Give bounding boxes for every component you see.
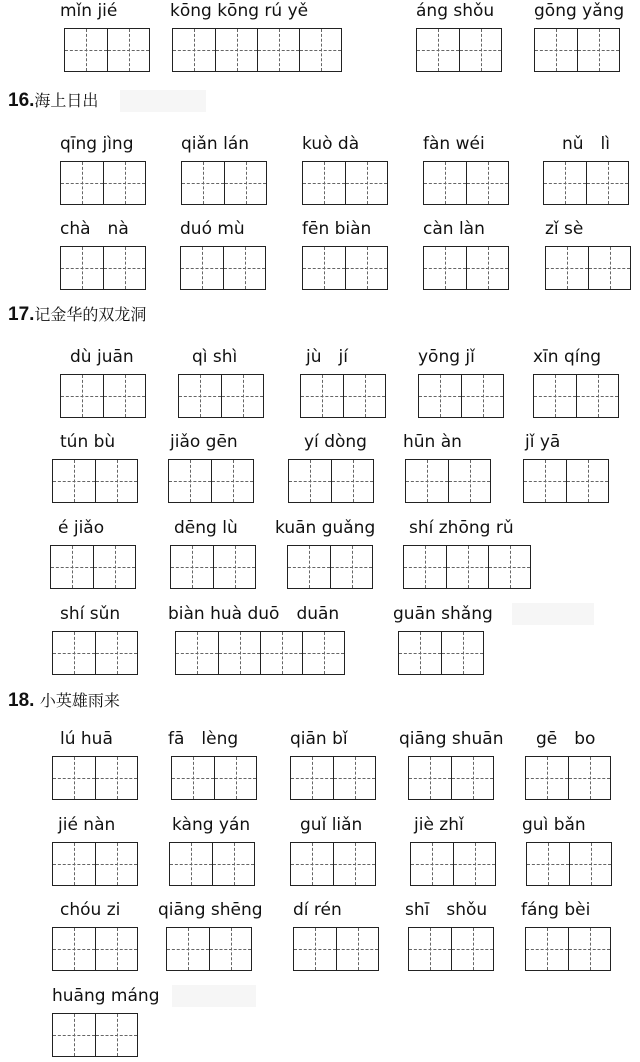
writing-cell[interactable] — [167, 928, 209, 970]
writing-cell[interactable] — [103, 162, 145, 204]
pinyin-prompt: biàn huà duō duān — [168, 604, 340, 624]
tianzige-grid — [50, 545, 136, 589]
writing-cell[interactable] — [176, 632, 218, 674]
tianzige-grid — [293, 927, 379, 971]
tianzige-grid — [290, 842, 376, 886]
pinyin-prompt: dí rén — [293, 900, 342, 920]
writing-cell[interactable] — [224, 162, 266, 204]
writing-cell[interactable] — [61, 247, 103, 289]
pinyin-prompt: yōng jǐ — [418, 347, 475, 367]
writing-cell[interactable] — [333, 757, 375, 799]
pinyin-prompt: qì shì — [192, 347, 238, 367]
tianzige-grid — [170, 545, 256, 589]
pinyin-prompt: kuò dà — [302, 134, 360, 154]
writing-cell[interactable] — [409, 928, 451, 970]
writing-cell[interactable] — [103, 375, 145, 417]
writing-cell[interactable] — [181, 247, 223, 289]
writing-cell[interactable] — [330, 546, 372, 588]
pinyin-prompt: dù juān — [70, 347, 134, 367]
pinyin-prompt: duó mù — [180, 219, 245, 239]
writing-cell[interactable] — [171, 546, 213, 588]
writing-cell[interactable] — [53, 843, 95, 885]
writing-cell[interactable] — [209, 928, 251, 970]
tianzige-grid — [52, 756, 138, 800]
writing-cell[interactable] — [409, 757, 451, 799]
writing-cell[interactable] — [53, 928, 95, 970]
pinyin-prompt: qiān bǐ — [290, 729, 348, 749]
writing-cell[interactable] — [331, 460, 373, 502]
tianzige-grid — [526, 842, 612, 886]
writing-cell[interactable] — [93, 546, 135, 588]
writing-cell[interactable] — [214, 757, 256, 799]
pinyin-prompt: tún bù — [60, 432, 116, 452]
writing-cell[interactable] — [303, 162, 345, 204]
writing-cell[interactable] — [345, 247, 387, 289]
tianzige-grid — [166, 927, 252, 971]
pinyin-prompt: kōng kōng rú yě — [170, 1, 309, 21]
tianzige-grid — [525, 927, 611, 971]
writing-cell[interactable] — [459, 29, 501, 71]
writing-cell[interactable] — [488, 546, 530, 588]
tianzige-grid — [418, 374, 504, 418]
writing-cell[interactable] — [291, 843, 333, 885]
tianzige-grid — [60, 374, 146, 418]
pinyin-prompt: chóu zi — [60, 900, 121, 920]
writing-cell[interactable] — [294, 928, 336, 970]
writing-cell[interactable] — [260, 632, 302, 674]
writing-cell[interactable] — [288, 546, 330, 588]
writing-cell[interactable] — [466, 247, 508, 289]
writing-cell[interactable] — [172, 757, 214, 799]
writing-cell[interactable] — [169, 460, 211, 502]
tianzige-grid — [408, 756, 494, 800]
tianzige-grid — [172, 28, 342, 72]
pinyin-prompt: qīng jìng — [60, 134, 134, 154]
writing-cell[interactable] — [419, 375, 461, 417]
pinyin-prompt: gōng yǎng — [534, 1, 625, 21]
tianzige-grid — [408, 927, 494, 971]
writing-cell[interactable] — [576, 375, 618, 417]
lesson-number: 16. — [8, 90, 35, 111]
pinyin-prompt: dēng lù — [174, 518, 238, 538]
pinyin-prompt: nǔ lì — [562, 134, 610, 154]
writing-cell[interactable] — [466, 162, 508, 204]
tianzige-grid — [178, 374, 264, 418]
writing-cell[interactable] — [586, 162, 628, 204]
tianzige-grid — [534, 28, 620, 72]
pinyin-prompt: shí sǔn — [60, 604, 121, 624]
writing-cell[interactable] — [453, 843, 495, 885]
writing-cell[interactable] — [568, 757, 610, 799]
writing-cell[interactable] — [448, 460, 490, 502]
writing-cell[interactable] — [173, 29, 215, 71]
tianzige-grid — [423, 161, 509, 205]
writing-cell[interactable] — [95, 843, 137, 885]
writing-cell[interactable] — [534, 375, 576, 417]
writing-cell[interactable] — [404, 546, 446, 588]
writing-cell[interactable] — [53, 632, 95, 674]
tianzige-grid — [398, 631, 484, 675]
tianzige-grid — [290, 756, 376, 800]
pinyin-prompt: kuān guǎng — [275, 518, 376, 538]
writing-cell[interactable] — [51, 546, 93, 588]
writing-cell[interactable] — [257, 29, 299, 71]
writing-cell[interactable] — [301, 375, 343, 417]
lesson-16-heading — [8, 90, 98, 112]
writing-cell[interactable] — [336, 928, 378, 970]
pinyin-prompt: shí zhōng rǔ — [409, 518, 514, 538]
tianzige-grid — [175, 631, 345, 675]
pinyin-prompt: áng shǒu — [416, 1, 495, 21]
lesson-title: 海上日出 — [34, 91, 99, 110]
writing-cell[interactable] — [211, 460, 253, 502]
writing-cell[interactable] — [527, 843, 569, 885]
pinyin-prompt: càn làn — [423, 219, 485, 239]
pinyin-prompt: fáng bèi — [521, 900, 591, 920]
writing-cell[interactable] — [441, 632, 483, 674]
tianzige-grid — [533, 374, 619, 418]
writing-cell[interactable] — [103, 247, 145, 289]
writing-cell[interactable] — [221, 375, 263, 417]
writing-cell[interactable] — [61, 375, 103, 417]
pinyin-prompt: lú huā — [60, 729, 113, 749]
writing-cell[interactable] — [399, 632, 441, 674]
writing-cell[interactable] — [95, 1014, 137, 1056]
writing-cell[interactable] — [588, 247, 630, 289]
blank-placeholder — [120, 90, 206, 112]
tianzige-grid — [64, 28, 150, 72]
writing-cell[interactable] — [577, 29, 619, 71]
writing-cell[interactable] — [53, 757, 95, 799]
pinyin-prompt: xīn qíng — [533, 347, 602, 367]
writing-cell[interactable] — [95, 928, 137, 970]
pinyin-prompt: jiè zhǐ — [414, 815, 464, 835]
tianzige-grid — [545, 246, 631, 290]
writing-cell[interactable] — [303, 247, 345, 289]
tianzige-grid — [52, 927, 138, 971]
lesson-title: 记金华的双龙洞 — [34, 305, 147, 324]
pinyin-prompt: kàng yán — [172, 815, 251, 835]
tianzige-grid — [423, 246, 509, 290]
pinyin-prompt: fàn wéi — [423, 134, 485, 154]
pinyin-prompt: jù jí — [306, 347, 348, 367]
pinyin-prompt: fā lèng — [168, 729, 239, 749]
pinyin-prompt: hūn àn — [403, 432, 462, 452]
tianzige-grid — [52, 842, 138, 886]
writing-cell[interactable] — [95, 632, 137, 674]
tianzige-grid — [300, 374, 386, 418]
tianzige-grid — [288, 459, 374, 503]
writing-cell[interactable] — [53, 460, 95, 502]
writing-cell[interactable] — [333, 843, 375, 885]
writing-cell[interactable] — [526, 928, 568, 970]
tianzige-grid — [168, 459, 254, 503]
tianzige-grid — [52, 1013, 138, 1057]
blank-placeholder — [512, 603, 594, 625]
writing-cell[interactable] — [461, 375, 503, 417]
writing-cell[interactable] — [61, 162, 103, 204]
pinyin-prompt: jǐ yā — [525, 432, 561, 452]
tianzige-grid — [287, 545, 373, 589]
writing-cell[interactable] — [424, 247, 466, 289]
tianzige-grid — [416, 28, 502, 72]
tianzige-grid — [181, 161, 267, 205]
pinyin-prompt: guān shǎng — [393, 604, 493, 624]
pinyin-prompt: guì bǎn — [522, 815, 586, 835]
lesson-number: 17. — [8, 304, 35, 325]
writing-cell[interactable] — [182, 162, 224, 204]
pinyin-prompt: qiāng shēng — [158, 900, 263, 920]
pinyin-prompt: guǐ liǎn — [300, 815, 363, 835]
tianzige-grid — [60, 246, 146, 290]
writing-cell[interactable] — [406, 460, 448, 502]
writing-cell[interactable] — [345, 162, 387, 204]
writing-cell[interactable] — [179, 375, 221, 417]
lesson-title: 小英雄雨来 — [39, 691, 120, 710]
writing-cell[interactable] — [170, 843, 212, 885]
writing-cell[interactable] — [223, 247, 265, 289]
writing-cell[interactable] — [568, 928, 610, 970]
writing-cell[interactable] — [107, 29, 149, 71]
lesson-17-heading — [8, 304, 146, 326]
writing-cell[interactable] — [544, 162, 586, 204]
pinyin-prompt: gē bo — [536, 729, 596, 749]
tianzige-grid — [543, 161, 629, 205]
blank-placeholder — [172, 985, 256, 1007]
tianzige-grid — [302, 246, 388, 290]
writing-cell[interactable] — [417, 29, 459, 71]
tianzige-grid — [523, 459, 609, 503]
writing-cell[interactable] — [302, 632, 344, 674]
pinyin-prompt: chà nà — [60, 219, 129, 239]
writing-cell[interactable] — [451, 928, 493, 970]
tianzige-grid — [525, 756, 611, 800]
tianzige-grid — [60, 161, 146, 205]
tianzige-grid — [405, 459, 491, 503]
writing-cell[interactable] — [212, 843, 254, 885]
pinyin-prompt: yí dòng — [304, 432, 367, 452]
pinyin-prompt: qiǎn lán — [181, 134, 250, 154]
pinyin-prompt: mǐn jié — [60, 1, 118, 21]
tianzige-grid — [180, 246, 266, 290]
tianzige-grid — [52, 459, 138, 503]
writing-cell[interactable] — [213, 546, 255, 588]
pinyin-prompt: qiāng shuān — [399, 729, 504, 749]
writing-cell[interactable] — [218, 632, 260, 674]
writing-cell[interactable] — [566, 460, 608, 502]
writing-cell[interactable] — [299, 29, 341, 71]
pinyin-prompt: jié nàn — [58, 815, 116, 835]
tianzige-grid — [302, 161, 388, 205]
writing-cell[interactable] — [569, 843, 611, 885]
writing-cell[interactable] — [546, 247, 588, 289]
writing-cell[interactable] — [343, 375, 385, 417]
writing-cell[interactable] — [524, 460, 566, 502]
pinyin-prompt: zǐ sè — [545, 219, 584, 239]
writing-cell[interactable] — [215, 29, 257, 71]
writing-cell[interactable] — [451, 757, 493, 799]
pinyin-prompt: fēn biàn — [302, 219, 372, 239]
pinyin-prompt: shī shǒu — [405, 900, 488, 920]
writing-cell[interactable] — [526, 757, 568, 799]
writing-cell[interactable] — [424, 162, 466, 204]
lesson-number: 18. — [8, 690, 35, 711]
tianzige-grid — [52, 631, 138, 675]
writing-cell[interactable] — [65, 29, 107, 71]
tianzige-grid — [171, 756, 257, 800]
pinyin-prompt: é jiǎo — [58, 518, 105, 538]
lesson-18-heading — [8, 690, 120, 712]
writing-cell[interactable] — [446, 546, 488, 588]
writing-cell[interactable] — [95, 460, 137, 502]
writing-cell[interactable] — [411, 843, 453, 885]
writing-cell[interactable] — [535, 29, 577, 71]
writing-cell[interactable] — [53, 1014, 95, 1056]
pinyin-prompt: huāng máng — [52, 986, 160, 1006]
tianzige-grid — [169, 842, 255, 886]
tianzige-grid — [403, 545, 531, 589]
writing-cell[interactable] — [289, 460, 331, 502]
tianzige-grid — [410, 842, 496, 886]
pinyin-prompt: jiǎo gēn — [170, 432, 238, 452]
writing-cell[interactable] — [95, 757, 137, 799]
writing-cell[interactable] — [291, 757, 333, 799]
